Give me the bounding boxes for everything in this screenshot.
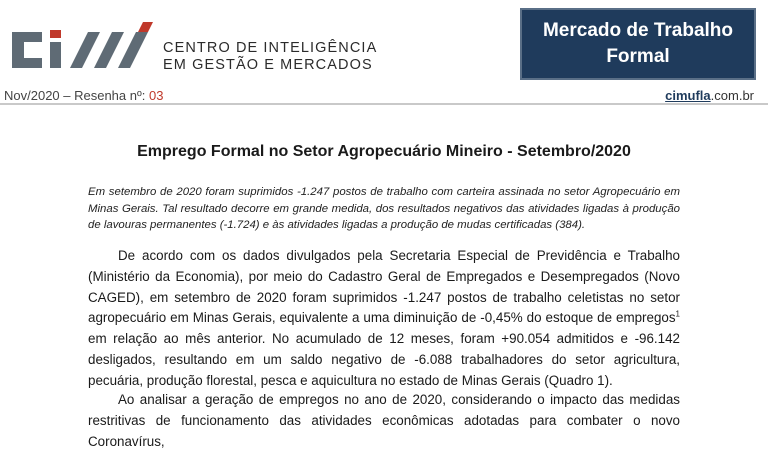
body-paragraph-2: Ao analisar a geração de empregos no ano de 2020, considerando o impacto das medidas restritivas de funcionamento das atividades econômicas adotadas para combater o novo Coronavírus, — [88, 392, 680, 449]
site-domain[interactable]: .com.br — [710, 88, 754, 103]
cim-logo-icon — [8, 18, 153, 78]
section-badge — [520, 8, 756, 80]
badge-line1: Mercado de Trabalho — [542, 20, 734, 41]
abstract: Em setembro de 2020 foram suprimidos -1.247 postos de trabalho com carteira assinada no setor Agropecuário em Minas Gerais. Tal resultado decorre em grande medida, dos resultados negativos das atividades ligadas à produção de lavouras permanentes (-1.724) e às atividades ligadas a produção de mudas certificadas (384). — [88, 186, 680, 231]
issue-number: 03 — [148, 88, 164, 103]
page-header — [0, 0, 768, 104]
header-divider — [0, 103, 768, 105]
footnote-marker[interactable]: 1 — [675, 309, 680, 319]
paragraph1-part1: De acordo com os dados divulgados pela Secretaria Especial de Previdência e Trabalho (Ministério da Economia), por meio do Cadastro Geral de Empregados e Desempregados (Novo CAGED), em setembro de 2020 foram suprimidos -1.247 postos de trabalho celetistas no setor agropecuário em Minas Gerais, equivalente a uma diminuição de -0,45% do estoque de empregos — [88, 248, 680, 326]
org-name-line2: EM GESTÃO E MERCADOS — [163, 57, 373, 73]
badge-line2: Formal — [606, 46, 670, 67]
body-paragraph-1 — [88, 246, 680, 392]
paragraph1-part2: em relação ao mês anterior. No acumulado de 12 meses, foram +90.054 admitidos e -96.142 desligados, resultando em um saldo negativo de -6.088 trabalhadores do setor agricultura, pecuária, produção florestal, pesca e aquicultura no estado de Minas Gerais (Quadro 1). — [88, 331, 680, 388]
site-name[interactable]: cimufla — [665, 88, 711, 103]
document-title: Emprego Formal no Setor Agropecuário Mineiro - Setembro/2020 — [137, 143, 631, 160]
org-name-line1: CENTRO DE INTELIGÊNCIA — [163, 40, 378, 56]
site-link[interactable] — [665, 88, 754, 103]
issue-label: Nov/2020 – Resenha nº: — [4, 88, 149, 103]
issue-info — [4, 88, 163, 103]
